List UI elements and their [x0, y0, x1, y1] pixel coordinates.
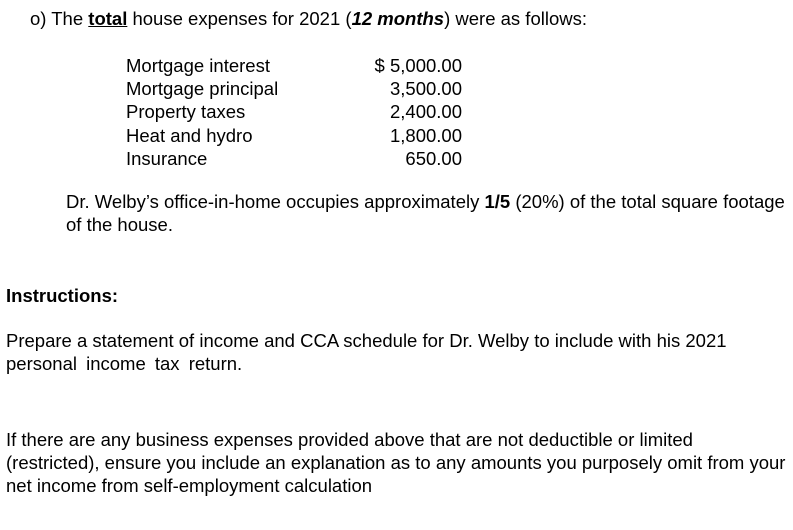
expense-amount: 1,800.00 [389, 124, 462, 146]
expense-amount: 3,500.00 [389, 78, 462, 100]
expense-table [126, 54, 462, 170]
expense-row [126, 124, 462, 147]
expense-amount: 2,400.00 [389, 101, 462, 123]
office-in-home-paragraph [66, 190, 786, 236]
item-o-middle: house expenses for 2021 ( [127, 8, 352, 29]
item-o-heading [30, 7, 587, 30]
expense-amount: 650.00 [405, 147, 462, 169]
expense-row [126, 147, 462, 170]
expense-label: Mortgage interest [126, 55, 270, 76]
months-emphasis: 12 months [351, 8, 445, 29]
instructions-line-1: Prepare a statement of income and CCA schedule for Dr. Welby to include with his 2021 [6, 330, 727, 351]
restricted-expenses-note: If there are any business expenses provided above that are not deductible or limited (restricted), ensure you include an explanation as to any amounts you purposely omit from your net income from self-employment calculation [6, 429, 786, 496]
total-emphasis: total [88, 8, 128, 29]
item-o-prefix: o) The [30, 8, 89, 29]
office-prefix: Dr. Welby’s office-in-home occupies approximately [66, 191, 485, 212]
expense-label: Mortgage principal [126, 78, 279, 100]
item-o-suffix: ) were as follows: [444, 8, 587, 29]
expense-row [126, 100, 462, 123]
expense-row [126, 54, 462, 77]
expense-amount: $ 5,000.00 [374, 55, 462, 76]
expense-label: Property taxes [126, 101, 246, 123]
instructions-heading: Instructions: [6, 285, 119, 306]
instructions-paragraph [6, 329, 791, 375]
expense-label: Heat and hydro [126, 124, 253, 146]
expense-label: Insurance [126, 147, 208, 169]
office-suffix: (20%) of the total square footage of the house. [66, 191, 785, 235]
expense-row [126, 77, 462, 100]
office-fraction: 1/5 [484, 191, 511, 212]
instructions-line-2: personal income tax return. [6, 353, 243, 374]
